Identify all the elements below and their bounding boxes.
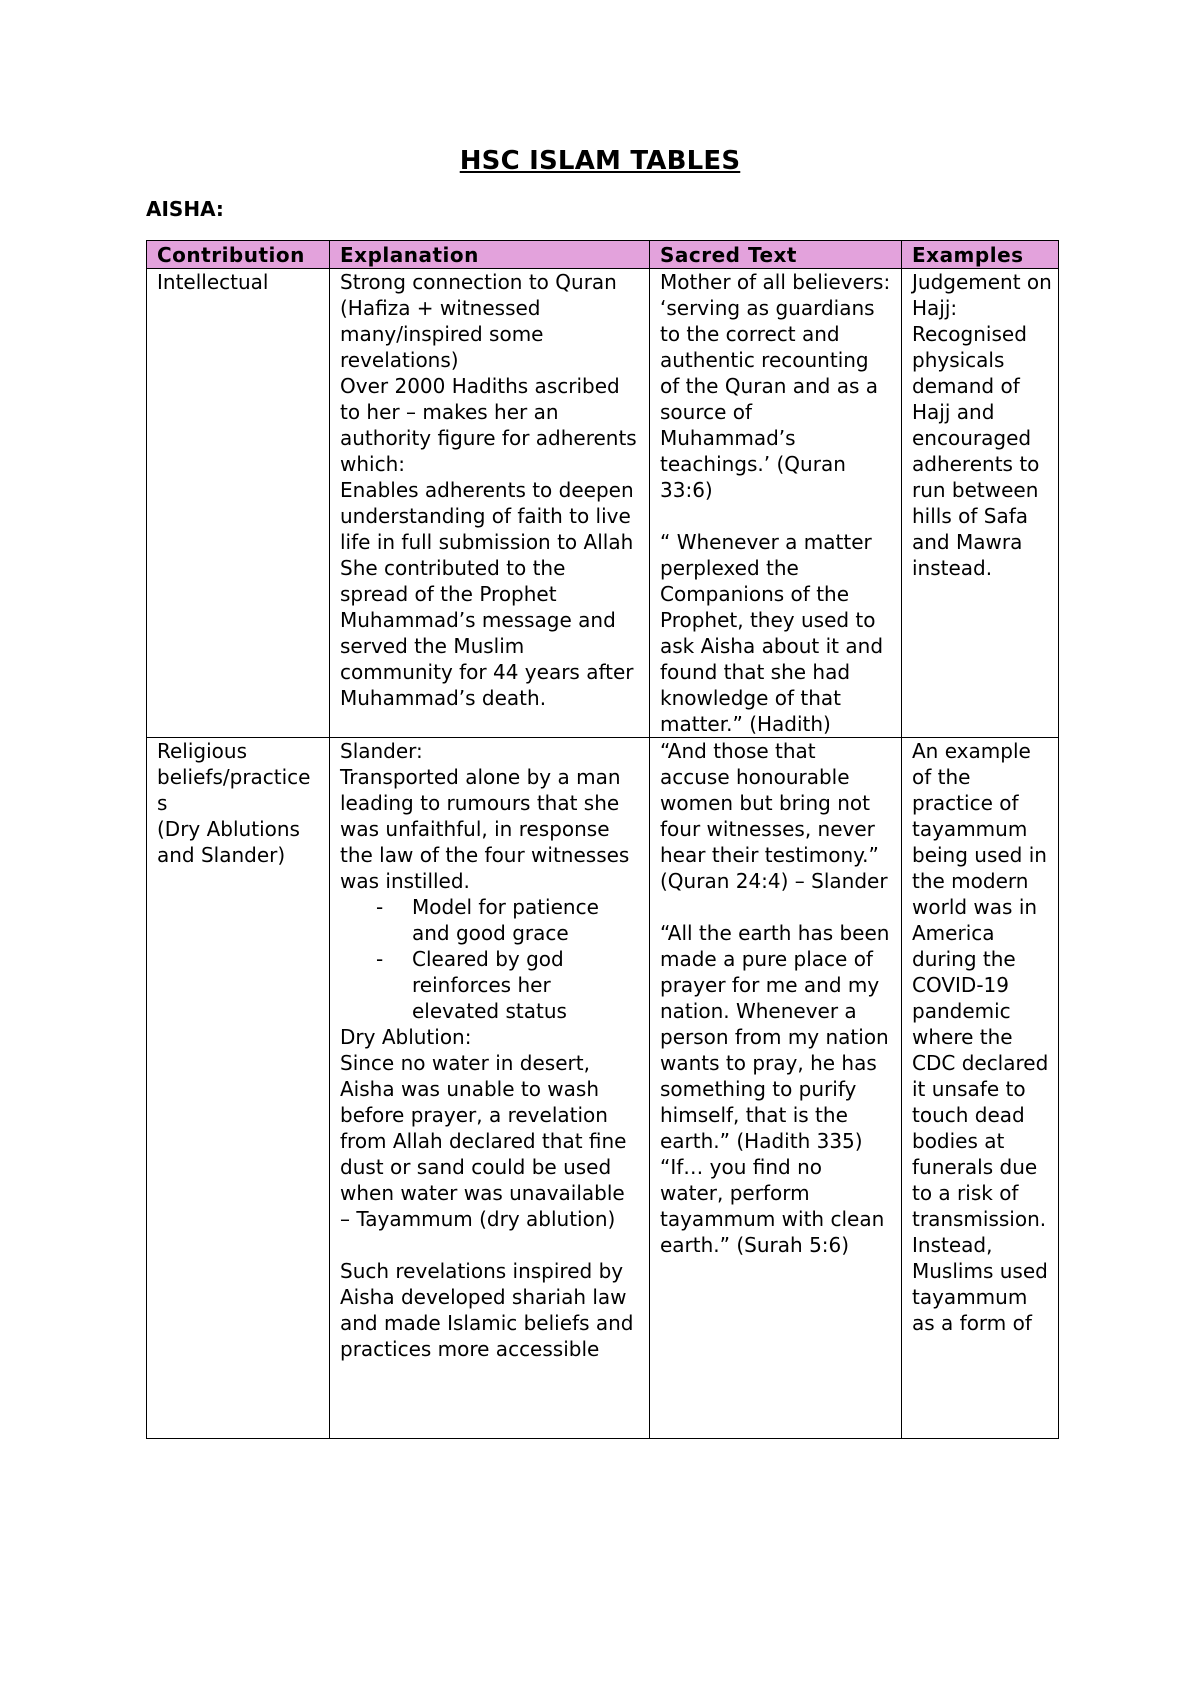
- table-row: [147, 269, 1059, 738]
- contribution-text: Intellectual: [157, 270, 269, 294]
- sacred-text-quote: “All the earth has been made a pure place of prayer for me and my nation. Whenever a person from my nation wants to pray, he has something to purify himself, that is the earth.” (Hadith 335): [660, 921, 896, 1153]
- table-row: [147, 738, 1059, 1439]
- cell-sacred-text: [650, 269, 902, 738]
- sacred-text-quote: Mother of all believers: ‘serving as guardians to the correct and authentic recounting of the Quran and as a source of Muhammad’s teachings.’ (Quran 33:6): [660, 270, 897, 502]
- paragraph-gap: [660, 503, 891, 529]
- header-explanation: Explanation: [330, 241, 650, 269]
- aisha-table: [146, 240, 1059, 1439]
- list-item: - Cleared by god reinforces her elevated status: [340, 946, 639, 1024]
- examples-text: An example of the practice of tayammum being used in the modern world was in America during the COVID-19 pandemic where the CDC declared it unsafe to touch dead bodies at funerals due to a risk of transmission. Instead, Muslims used tayammum as a form of: [912, 739, 1055, 1335]
- cell-contribution: [147, 269, 330, 738]
- ablution-heading: Dry Ablution:: [340, 1025, 472, 1049]
- cell-examples: [902, 269, 1059, 738]
- list-item: - Model for patience and good grace: [340, 894, 639, 946]
- explanation-line: Over 2000 Hadiths ascribed to her – makes her an authority figure for adherents which:: [340, 374, 644, 476]
- closing-text: Such revelations inspired by Aisha developed shariah law and made Islamic beliefs and practices more accessible: [340, 1259, 640, 1361]
- section-heading: AISHA:: [146, 197, 224, 221]
- contribution-text: Religious beliefs/practices: [157, 739, 311, 815]
- cell-explanation: [330, 269, 650, 738]
- header-sacred-text: Sacred Text: [650, 241, 902, 269]
- sacred-text-quote: “If… you find no water, perform tayammum with clean earth.” (Surah 5:6): [660, 1155, 891, 1257]
- bullet-list: [340, 894, 639, 1024]
- sacred-text-quote: “ Whenever a matter perplexed the Companions of the Prophet, they used to ask Aisha about it and found that she had knowledge of that matter.” (Hadith): [660, 530, 890, 736]
- explanation-line: Enables adherents to deepen understanding of faith to live life in full submission to Allah: [340, 478, 640, 554]
- header-contribution: Contribution: [147, 241, 330, 269]
- slander-heading: Slander:: [340, 739, 423, 763]
- cell-examples: [902, 738, 1059, 1439]
- sacred-text-quote: “And those that accuse honourable women but bring not four witnesses, never hear their testimony.” (Quran 24:4) – Slander: [660, 739, 888, 893]
- document-title: HSC ISLAM TABLES: [459, 146, 741, 176]
- explanation-line: Strong connection to Quran (Hafiza + witnessed many/inspired some revelations): [340, 270, 624, 372]
- examples-text: Judgement on Hajj: Recognised physicals demand of Hajj and encouraged adherents to run between hills of Safa and Mawra instead.: [912, 270, 1059, 580]
- cell-explanation: [330, 738, 650, 1439]
- explanation-line: She contributed to the spread of the Prophet Muhammad’s message and served the Muslim community for 44 years after Muhammad’s death.: [340, 556, 640, 710]
- cell-contribution: [147, 738, 330, 1439]
- slander-text: Transported alone by a man leading to rumours that she was unfaithful, in response the law of the four witnesses was instilled.: [340, 765, 636, 893]
- cell-sacred-text: [650, 738, 902, 1439]
- header-examples: Examples: [902, 241, 1059, 269]
- table-header-row: [147, 241, 1059, 269]
- paragraph-gap: [660, 894, 891, 920]
- ablution-text: Since no water in desert, Aisha was unable to wash before prayer, a revelation from Allah declared that fine dust or sand could be used when water was unavailable – Tayammum (dry ablution): [340, 1051, 633, 1231]
- contribution-subtext: (Dry Ablutions and Slander): [157, 817, 307, 867]
- paragraph-gap: [340, 1232, 639, 1258]
